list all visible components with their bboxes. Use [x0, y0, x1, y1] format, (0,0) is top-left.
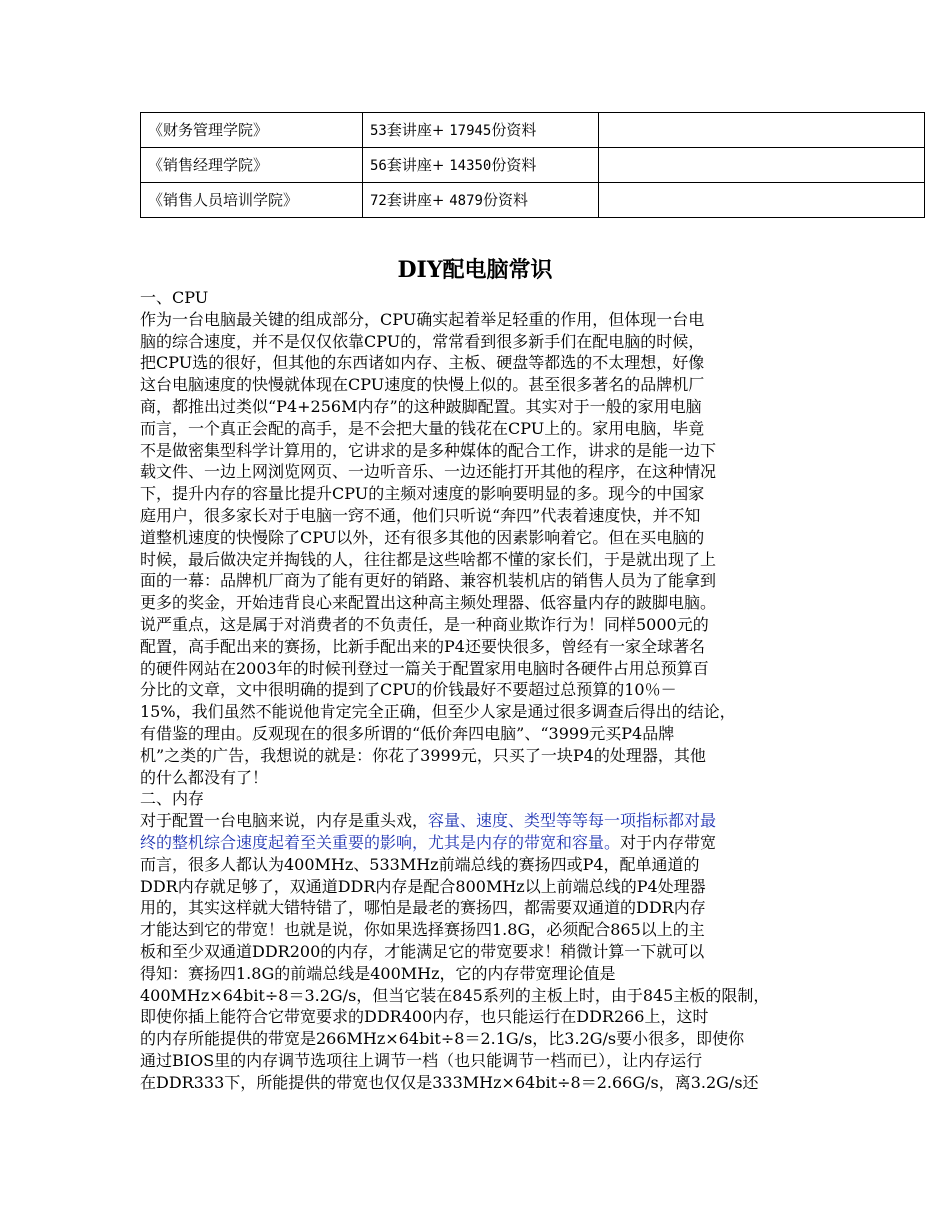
- memory-line: 即使你插上能符合它带宽要求的DDR400内存，也只能运行在DDR266上，这时: [140, 1007, 709, 1027]
- lecture-unit: 套讲座+: [386, 155, 445, 174]
- material-unit: 份资料: [482, 190, 528, 209]
- course-note: [599, 113, 925, 148]
- memory-line: 400MHz×64bit÷8＝3.2G/s，但当它装在845系列的主板上时，由于845主板的限制，: [140, 985, 770, 1005]
- memory-text: 对于配置一台电脑来说，内存是重头戏，: [140, 811, 429, 831]
- highlighted-text: 终的整机综合速度起着至关重要的影响，尤其是内存的带宽和容量。: [140, 832, 621, 852]
- section-heading-cpu: 一、CPU: [140, 288, 209, 307]
- cpu-line: 面的一幕：品牌机厂商为了能有更好的销路、兼容机装机店的销售人员为了能拿到: [140, 571, 717, 591]
- memory-text: 对于内存带宽: [620, 832, 717, 852]
- course-note: [599, 148, 925, 183]
- cpu-line: 作为一台电脑最关键的组成部分，CPU确实起着举足轻重的作用，但体现一台电: [140, 309, 705, 329]
- course-stats: [363, 183, 599, 218]
- table-row: [141, 113, 925, 148]
- course-stats: [363, 148, 599, 183]
- course-name: 《财务管理学院》: [141, 113, 363, 148]
- cpu-line: 的硬件网站在2003年的时候刊登过一篇关于配置家用电脑时各硬件占用总预算百: [140, 658, 709, 678]
- cpu-line: 道整机速度的快慢除了CPU以外，还有很多其他的因素影响着它。但在买电脑的: [140, 527, 705, 547]
- cpu-line: 脑的综合速度，并不是仅仅依靠CPU的，常常看到很多新手们在配电脑的时候，: [140, 331, 705, 351]
- cpu-line: 把CPU选的很好，但其他的东西诸如内存、主板、硬盘等都选的不太理想，好像: [140, 353, 705, 373]
- cpu-line: 这台电脑速度的快慢就体现在CPU速度的快慢上似的。甚至很多著名的品牌机厂: [140, 375, 705, 395]
- course-note: [599, 183, 925, 218]
- memory-line: 在DDR333下，所能提供的带宽也仅仅是333MHz×64bit÷8＝2.66G/s，离3.2G/s还: [140, 1072, 759, 1092]
- course-table: [140, 112, 925, 218]
- cpu-line: 分比的文章，文中很明确的提到了CPU的价钱最好不要超过总预算的10％－: [140, 680, 677, 700]
- course-name: 《销售人员培训学院》: [141, 183, 363, 218]
- material-count: 4879: [449, 192, 483, 209]
- memory-line: 才能达到它的带宽！也就是说，你如果选择赛扬四1.8G，必须配合865以上的主: [140, 920, 705, 940]
- cpu-line: 庭用户，很多家长对于电脑一窍不通，他们只听说“奔四”代表着速度快，并不知: [140, 505, 701, 525]
- material-unit: 份资料: [491, 155, 537, 174]
- highlighted-text: 容量、速度、类型等等每一项指标都对最: [428, 811, 717, 831]
- memory-line: 通过BIOS里的内存调节选项往上调节一档（也只能调节一档而已），让内存运行: [140, 1050, 703, 1070]
- cpu-line: 下，提升内存的容量比提升CPU的主频对速度的影响要明显的多。现今的中国家: [140, 484, 705, 504]
- table-row: [141, 183, 925, 218]
- cpu-line: 15%，我们虽然不能说他肯定完全正确，但至少人家是通过很多调查后得出的结论，: [140, 702, 736, 722]
- cpu-line: 配置，高手配出来的赛扬，比新手配出来的P4还要快很多，曾经有一家全球著名: [140, 636, 705, 656]
- material-count: 14350: [449, 157, 492, 174]
- cpu-line: 而言，一个真正会配的高手，是不会把大量的钱花在CPU上的。家用电脑，毕竟: [140, 418, 705, 438]
- cpu-line: 的什么都没有了！: [140, 767, 269, 787]
- table-row: [141, 148, 925, 183]
- section-heading-memory: 二、内存: [140, 789, 205, 809]
- memory-line: [140, 810, 820, 832]
- material-unit: 份资料: [491, 120, 537, 139]
- course-stats: [363, 113, 599, 148]
- course-name: 《销售经理学院》: [141, 148, 363, 183]
- memory-line: 的内存所能提供的带宽是266MHz×64bit÷8＝2.1G/s，比3.2G/s要小很多，即使你: [140, 1029, 745, 1049]
- memory-line: DDR内存就足够了，双通道DDR内存是配合800MHz以上前端总线的P4处理器: [140, 876, 706, 896]
- cpu-line: 机”之类的广告，我想说的就是：你花了3999元，只买了一块P4的处理器，其他: [140, 745, 706, 765]
- memory-line: [140, 832, 820, 854]
- cpu-line: 有借鉴的理由。反观现在的很多所谓的“低价奔四电脑”、“3999元买P4品牌: [140, 723, 675, 743]
- memory-line: 板和至少双通道DDR200的内存，才能满足它的带宽要求！稍微计算一下就可以: [140, 941, 705, 961]
- lecture-count: 56: [370, 157, 387, 174]
- memory-line: 用的，其实这样就大错特错了，哪怕是最老的赛扬四，都需要双通道的DDR内存: [140, 898, 706, 918]
- cpu-line: 更多的奖金，开始违背良心来配置出这种高主频处理器、低容量内存的跛脚电脑。: [140, 593, 717, 613]
- lecture-unit: 套讲座+: [386, 190, 445, 209]
- material-count: 17945: [449, 122, 492, 139]
- memory-line: 而言，很多人都认为400MHz、533MHz前端总线的赛扬四或P4，配单通道的: [140, 854, 700, 874]
- document-body: [140, 287, 820, 1093]
- cpu-line: 时候，最后做决定并掏钱的人，往往都是这些啥都不懂的家长们，于是就出现了上: [140, 549, 717, 569]
- document-title: DIY配电脑常识: [397, 257, 553, 283]
- memory-line: 得知：赛扬四1.8G的前端总线是400MHz，它的内存带宽理论值是: [140, 963, 616, 983]
- lecture-count: 72: [370, 192, 387, 209]
- cpu-line: 说严重点，这是属于对消费者的不负责任，是一种商业欺诈行为！同样5000元的: [140, 614, 709, 634]
- lecture-unit: 套讲座+: [386, 120, 445, 139]
- cpu-line: 载文件、一边上网浏览网页、一边听音乐、一边还能打开其他的程序，在这种情况: [140, 462, 717, 482]
- cpu-line: 商，都推出过类似“P4+256M内存”的这种跛脚配置。其实对于一般的家用电脑: [140, 396, 702, 416]
- lecture-count: 53: [370, 122, 387, 139]
- cpu-line: 不是做密集型科学计算用的，它讲求的是多种媒体的配合工作，讲求的是能一边下: [140, 440, 717, 460]
